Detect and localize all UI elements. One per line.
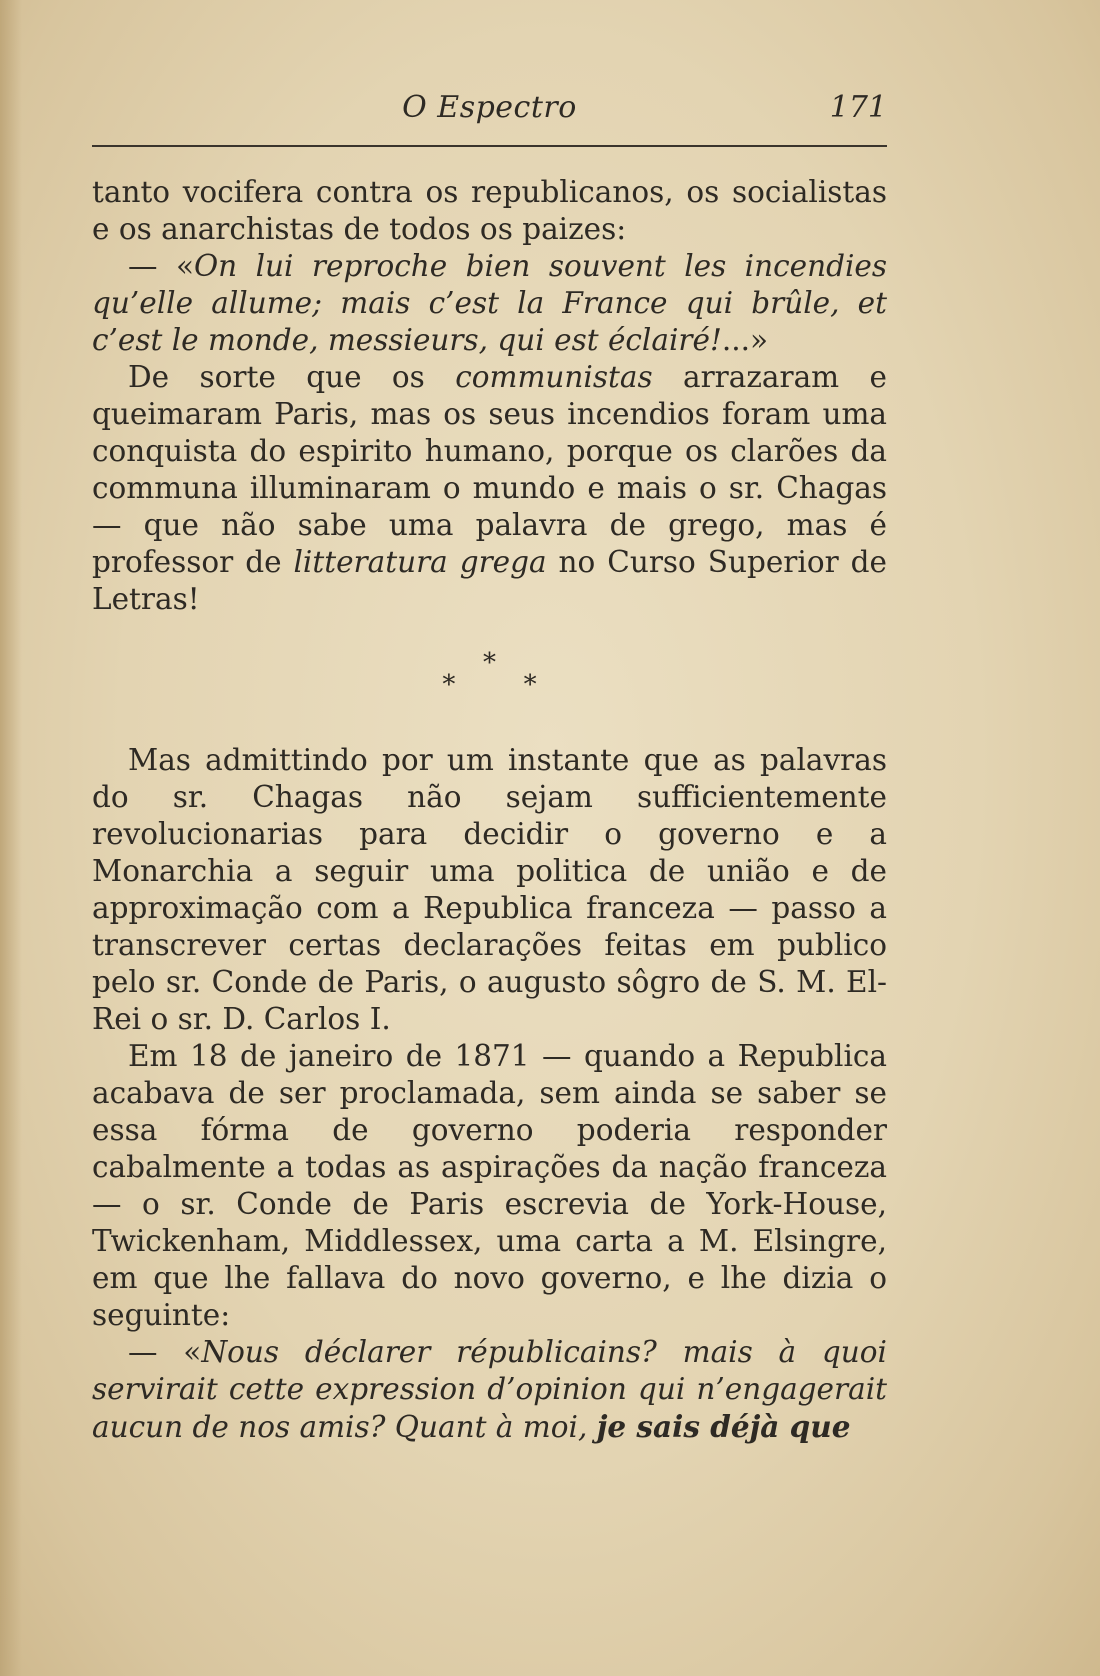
paragraph-2 (92, 359, 887, 618)
running-title: O Espectro (402, 90, 577, 125)
paragraph-2-italic-communistas: communistas (455, 360, 653, 394)
quote-1 (92, 248, 887, 359)
page-spine-shadow (0, 0, 22, 1676)
header-rule (92, 145, 887, 147)
paragraph-1: tanto vocifera contra os republicanos, os socialistas e os anarchistas de todos os paizes: (92, 175, 887, 246)
page-header (92, 86, 887, 132)
paragraph-2-part-c: no Curso Superior de Letras! (92, 545, 887, 616)
quote-1-end: ...» (721, 323, 768, 357)
paragraph-3: Mas admittindo por um instante que as palavras do sr. Chagas não sejam sufficientemente revolucionarias para decidir o governo e a Monarchia a seguir uma politica de união e de approximação com a Republica franceza — passo a transcrever certas declarações feitas em publico pelo sr. Conde de Paris, o augusto sôgro de S. M. El-Rei o sr. D. Carlos I. (92, 743, 887, 1036)
quote-2 (92, 1334, 887, 1446)
quote-2-bold-text: je sais déjà que (596, 1409, 851, 1444)
paragraph-2-part-b: arrazaram e queimaram Paris, mas os seus incendios foram uma conquista do espirito humano, porque os clarões da communa illuminaram o mundo e mais o sr. Chagas — que não sabe uma palavra de grego, mas é professor de (92, 360, 887, 579)
paragraph-2-italic-litteratura: litteratura grega (293, 545, 547, 579)
asterism-top: * (483, 648, 496, 678)
quote-2-dash: — « (128, 1335, 202, 1369)
paragraph-4: Em 18 de janeiro de 1871 — quando a Republica acabava de ser proclamada, sem ainda se saber se essa fórma de governo poderia responder cabalmente a todas as aspirações da nação franceza — o sr. Conde de Paris escrevia de York-House, Twickenham, Middlessex, uma carta a M. Elsingre, em que lhe fallava do novo governo, e lhe dizia o seguinte: (92, 1039, 887, 1332)
quote-1-text: On lui reproche bien souvent les incendies qu’elle allume; mais c’est la France qui brûle, et c’est le monde, messieurs, qui est éclairé! (92, 249, 887, 357)
paragraph-2-part-a: De sorte que os (128, 360, 456, 394)
section-break-asterism (92, 618, 887, 742)
page-number: 171 (829, 90, 887, 125)
quote-1-dash: — « (128, 249, 194, 283)
quote-2-text: Nous déclarer républicains? mais à quoi servirait cette expression d’opinion qui n’engagerait aucun de nos amis? Quant à moi, (92, 1335, 887, 1444)
asterism-bottom: * * (442, 670, 567, 700)
page-body (92, 174, 887, 1446)
